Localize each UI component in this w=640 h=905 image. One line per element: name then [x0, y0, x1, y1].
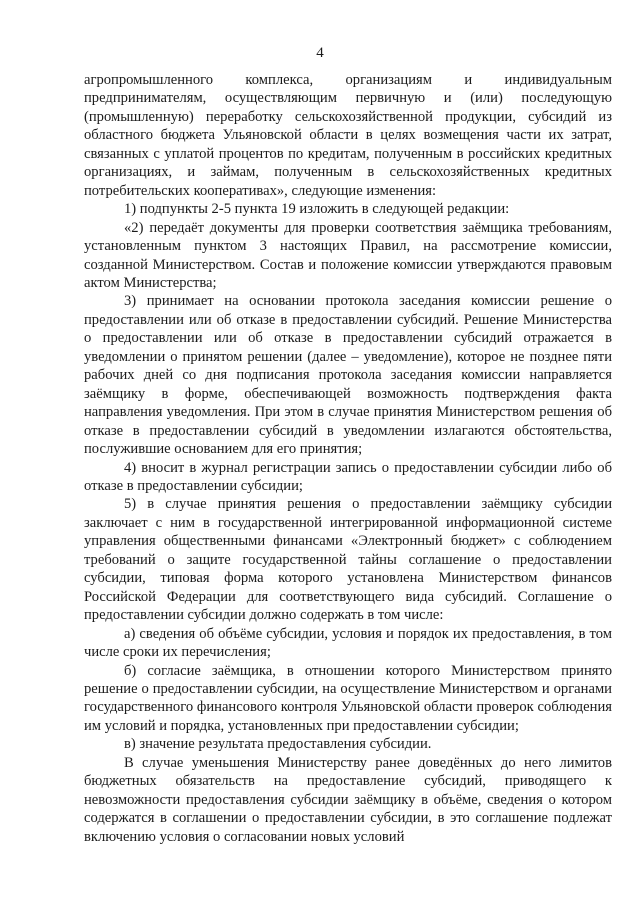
paragraph-item-a: а) сведения об объёме субсидии, условия и порядок их предоставления, в том числе сроки их перечисления;	[84, 625, 612, 661]
paragraph-amendment-1: 1) подпункты 2-5 пункта 19 изложить в следующей редакции:	[124, 201, 510, 218]
document-body	[84, 71, 612, 846]
paragraph-subpoint-2: «2) передаёт документы для проверки соответствия заёмщика требованиям, установленным пунктом 3 настоящих Правил, на рассмотрение комиссии, созданной Министерством. Состав и положение комиссии утверждаются правовым актом Министерства;	[84, 219, 612, 291]
paragraph-subpoint-3: 3) принимает на основании протокола заседания комиссии решение о предоставлении или об отказе в предоставлении субсидий. Решение Министерства о предоставлении или об отказе в предоставлении субсидий отражается в уведомлении о принятом решении (далее – уведомление), которое не позднее пяти рабочих дней со дня подписания протокола заседания комиссии направляется заёмщику в форме, обеспечивающей возможность подтверждения факта направления уведомления. При этом в случае принятия Министерством решения об отказе в предоставлении субсидий в уведомлении излагаются обстоятельства, послужившие основанием для его принятия;	[84, 293, 612, 458]
paragraph-limits-reduction: В случае уменьшения Министерству ранее доведённых до него лимитов бюджетных обязательств на предоставление субсидий, приводящего к невозможности предоставления субсидии заёмщику в объёме, сведения о котором содержатся в соглашении о предоставлении субсидии, в это соглашение подлежат включению условия о согласовании новых условий	[84, 754, 612, 845]
paragraph-subpoint-5: 5) в случае принятия решения о предоставлении заёмщику субсидии заключает с ним в государственной интегрированной информационной системе управления общественными финансами «Электронный бюджет» с соблюдением требований о защите государственной тайны соглашение о предоставлении субсидии, типовая форма которого установлена Министерством финансов Российской Федерации для соответствующего вида субсидий. Соглашение о предоставлении субсидии должно содержать в том числе:	[84, 496, 612, 624]
paragraph-item-b: б) согласие заёмщика, в отношении которого Министерством принято решение о предоставлении субсидии, на осуществление Министерством и органами государственного финансового контроля Ульяновской области проверок соблюдения им условий и порядка, установленных при предоставлении субсидии;	[84, 662, 612, 734]
paragraph-item-v: в) значение результата предоставления субсидии.	[124, 736, 432, 753]
page-number: 4	[316, 45, 324, 61]
paragraph-subpoint-4: 4) вносит в журнал регистрации запись о предоставлении субсидии либо об отказе в предоставлении субсидии;	[84, 459, 612, 494]
paragraph-intro-continuation: агропромышленного комплекса, организациям и индивидуальным предпринимателям, осуществляющим первичную и (или) последующую (промышленную) переработку сельскохозяйственной продукции, субсидий из областного бюджета Ульяновской области в целях возмещения части их затрат, связанных с уплатой процентов по кредитам, полученным в российских кредитных организациях, и займам, полученным в сельскохозяйственных кредитных потребительских кооперативах», следующие изменения:	[84, 72, 612, 199]
